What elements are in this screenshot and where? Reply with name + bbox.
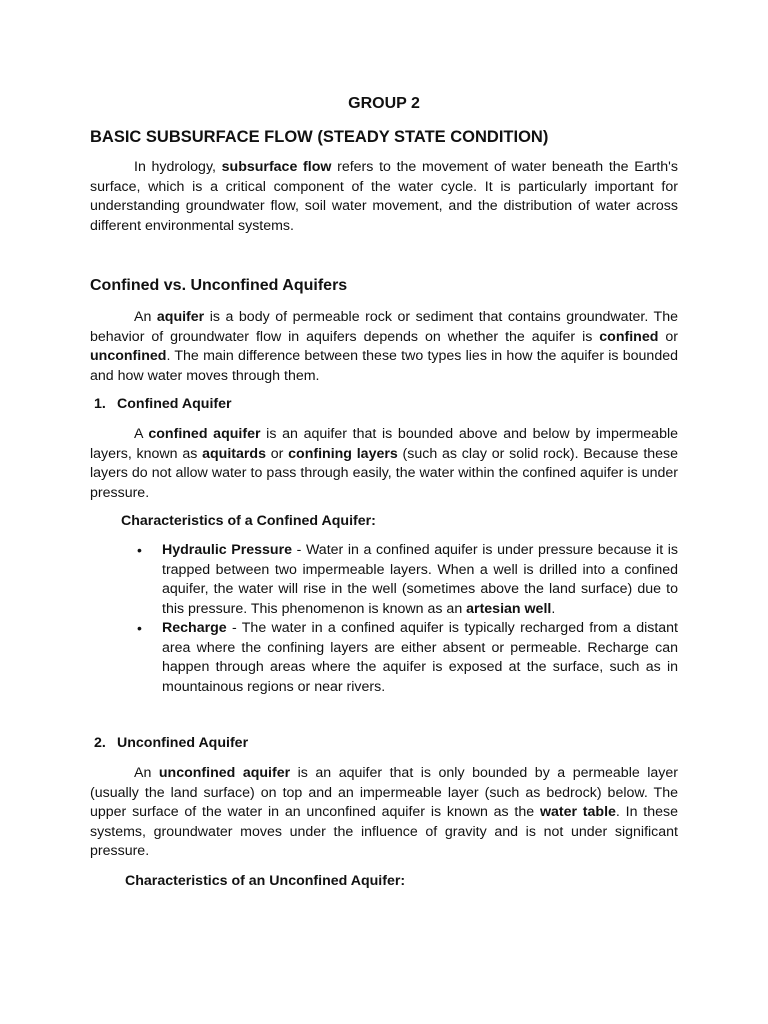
confined-characteristics-list	[136, 541, 678, 697]
aquifer-bold-1: aquifer	[156, 309, 205, 325]
confined-text-1: A	[134, 426, 149, 442]
unconfined-paragraph	[90, 764, 678, 862]
confined-paragraph	[90, 425, 678, 503]
confined-text-2: is an aquifer that is bounded above and below by impermeable layers, known as	[90, 426, 679, 462]
confined-bold-1: confined aquifer	[148, 426, 261, 442]
unconfined-text-3: . In these systems, groundwater moves under the influence of gravity and is not under significant pressure.	[90, 804, 678, 859]
aquifer-paragraph	[90, 308, 678, 386]
intro-paragraph	[90, 158, 678, 236]
confined-bold-3: confining layers	[288, 445, 398, 462]
section-heading-aquifers: Confined vs. Unconfined Aquifers	[90, 277, 348, 294]
intro-bold-1: subsurface flow	[221, 159, 332, 175]
bullet-term: Recharge	[162, 620, 227, 636]
group-title: GROUP 2	[348, 95, 420, 112]
confined-aquifer-heading	[94, 395, 232, 414]
unconfined-characteristics-heading: Characteristics of an Unconfined Aquifer:	[125, 873, 406, 889]
unconfined-bold-2: water table	[539, 804, 616, 820]
bullet-term: Hydraulic Pressure	[162, 542, 292, 558]
bullet-text-end: .	[551, 600, 556, 617]
document-title: BASIC SUBSURFACE FLOW (STEADY STATE CONDITION)	[90, 128, 549, 146]
bullet-icon: •	[137, 620, 142, 636]
confined-number: 1.	[94, 396, 106, 412]
list-item	[136, 619, 678, 697]
aquifer-text-1: An	[134, 309, 157, 325]
intro-text-2: refers to the movement of water beneath the Earth's surface, which is a critical component of the water cycle. It is particularly important for understanding groundwater flow, soil water movement, and the distribution of water across different environmental systems.	[90, 159, 678, 234]
confined-text-3: or	[265, 445, 289, 462]
bullet-text: - Water in a confined aquifer is under pressure because it is trapped between two impermeable layers. When a well is drilled into a confined aquifer, the water will rise in the well (sometimes above the land surface) due to this pressure. This phenomenon is known as an	[162, 542, 678, 617]
unconfined-text-1: An	[134, 765, 159, 781]
list-item	[136, 541, 678, 619]
aquifer-text-2: is a body of permeable rock or sediment that contains groundwater. The behavior of groundwater flow in aquifers depends on whether the aquifer is	[90, 309, 678, 345]
aquifer-text-4: . The main difference between these two types lies in how the aquifer is bounded and how water moves through them.	[90, 348, 678, 384]
confined-heading-label: Confined Aquifer	[117, 396, 232, 412]
unconfined-bold-1: unconfined aquifer	[158, 765, 291, 781]
bullet-text: - The water in a confined aquifer is typically recharged from a distant area where the confining layers are either absent or permeable. Recharge can happen through areas where the aquifer is exposed at the surface, such as in mountainous regions or near rivers.	[162, 620, 678, 695]
bullet-bold-term: artesian well	[466, 600, 552, 617]
confined-text-4: (such as clay or solid rock). Because these layers do not allow water to pass through easily, the water within the confined aquifer is under pressure.	[90, 445, 679, 501]
aquifer-text-3: or	[658, 328, 678, 345]
unconfined-number: 2.	[94, 735, 106, 751]
unconfined-text-2: is an aquifer that is only bounded by a permeable layer (usually the land surface) on top and an impermeable layer (such as bedrock) below. The upper surface of the water in an unconfined aquifer is known as the	[90, 765, 679, 820]
unconfined-aquifer-heading	[94, 734, 248, 753]
bullet-icon: •	[137, 542, 142, 558]
unconfined-heading-label: Unconfined Aquifer	[117, 735, 249, 751]
aquifer-bold-2: confined	[599, 328, 659, 345]
intro-text-1: In hydrology,	[134, 159, 222, 175]
confined-bold-2: aquitards	[202, 445, 266, 462]
confined-characteristics-heading: Characteristics of a Confined Aquifer:	[121, 513, 376, 529]
aquifer-bold-3: unconfined	[90, 348, 167, 364]
